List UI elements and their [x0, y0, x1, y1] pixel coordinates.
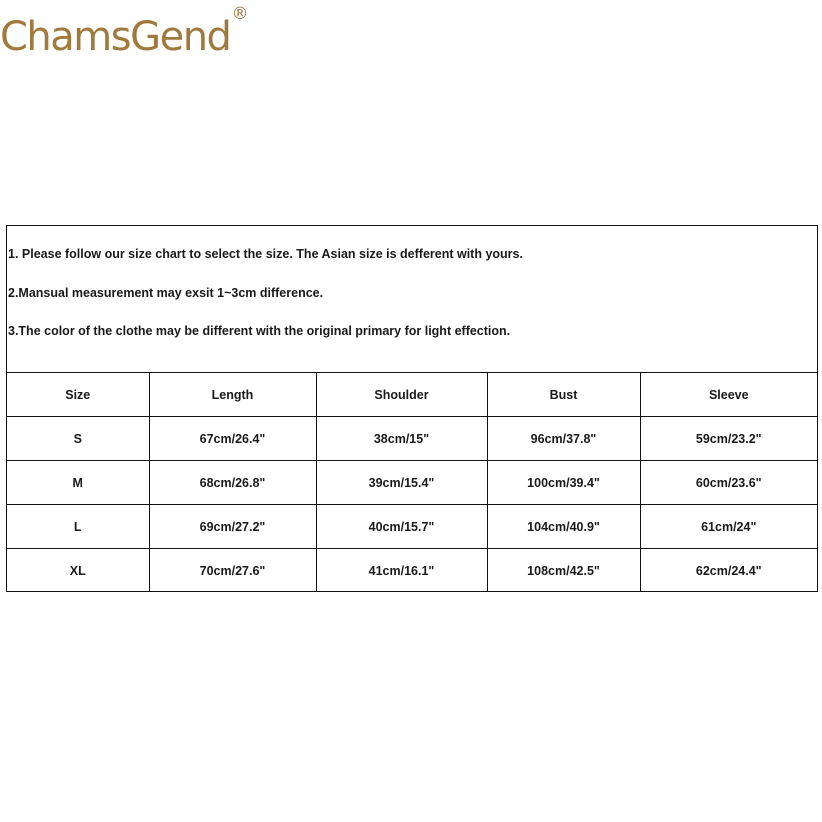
- header-bust: Bust: [487, 373, 640, 417]
- header-shoulder: Shoulder: [316, 373, 487, 417]
- table-cell: 104cm/40.9": [487, 505, 640, 549]
- header-length: Length: [149, 373, 316, 417]
- table-row: [7, 549, 817, 593]
- table-cell: 40cm/15.7": [316, 505, 487, 549]
- table-cell: 38cm/15": [316, 417, 487, 461]
- header-sleeve: Sleeve: [640, 373, 817, 417]
- table-cell: 39cm/15.4": [316, 461, 487, 505]
- table-header-row: [7, 373, 817, 417]
- brand-name: ChamsGend: [0, 14, 231, 60]
- table-cell: 62cm/24.4": [695, 563, 762, 578]
- table-cell: 59cm/23.2": [640, 417, 817, 461]
- table-cell: L: [7, 505, 149, 549]
- table-cell: 70cm/27.6": [149, 549, 316, 593]
- table-row: [7, 505, 817, 549]
- brand-logo: [0, 4, 248, 64]
- table-cell: 100cm/39.4": [487, 461, 640, 505]
- table-cell: 61cm/24": [640, 505, 817, 549]
- size-chart: [6, 225, 818, 592]
- note-item: 3.The color of the clothe may be different with the original primary for light effection.: [8, 324, 511, 338]
- header-size: Size: [7, 373, 149, 417]
- table-cell: 60cm/23.6": [640, 461, 817, 505]
- note-item: 2.Mansual measurement may exsit 1~3cm difference.: [8, 286, 324, 300]
- table-cell: M: [7, 461, 149, 505]
- table-row: [7, 461, 817, 505]
- table-cell: 68cm/26.8": [149, 461, 316, 505]
- table-cell: XL: [7, 549, 149, 593]
- table-cell: S: [7, 417, 149, 461]
- size-notes: [7, 226, 817, 373]
- table-cell: 69cm/27.2": [149, 505, 316, 549]
- table-cell: 96cm/37.8": [487, 417, 640, 461]
- table-row: [7, 417, 817, 461]
- table-cell: 108cm/42.5": [487, 549, 640, 593]
- registered-mark: ®: [231, 4, 249, 24]
- size-table: [7, 373, 817, 592]
- table-cell: 41cm/16.1": [316, 549, 487, 593]
- table-cell: 67cm/26.4": [149, 417, 316, 461]
- note-item: 1. Please follow our size chart to select the size. The Asian size is defferent with yours.: [8, 247, 523, 261]
